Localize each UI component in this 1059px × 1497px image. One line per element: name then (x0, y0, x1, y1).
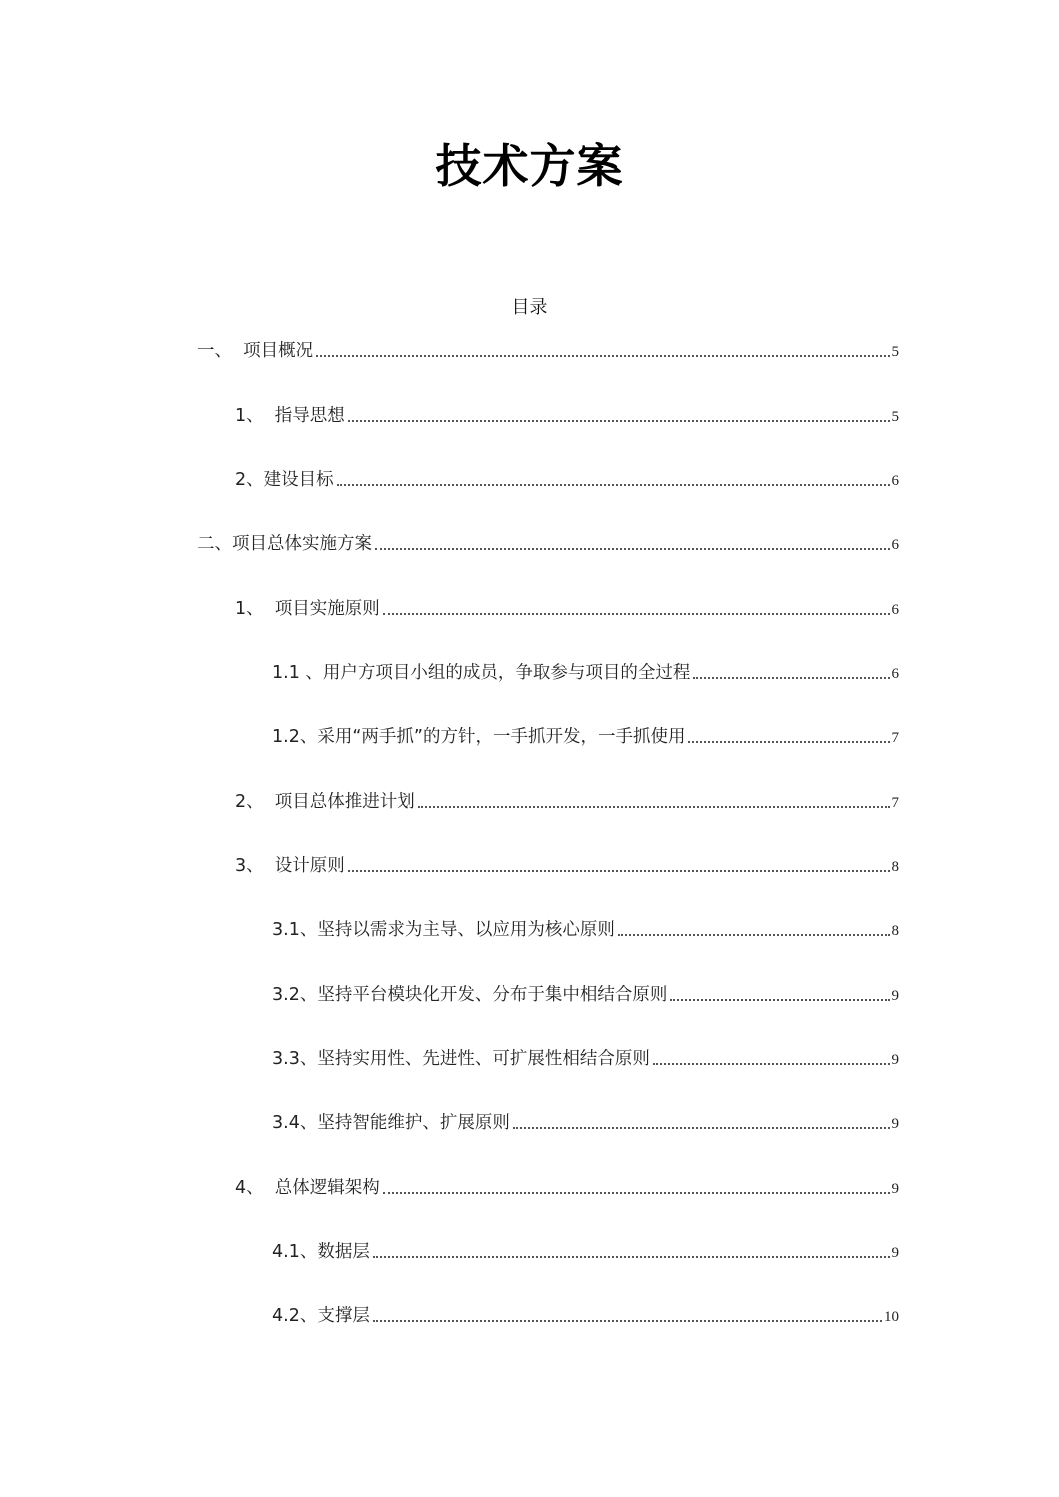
toc-entry[interactable] (272, 1043, 899, 1071)
toc-entry[interactable] (272, 979, 899, 1007)
toc-entry-label: 项目实施原则 (274, 599, 380, 619)
toc-leader-dots (653, 1063, 890, 1065)
toc-entry-page: 6 (891, 473, 899, 489)
toc-entry[interactable] (235, 464, 899, 492)
toc-entry-page: 9 (891, 1245, 899, 1261)
toc-entry-number: 二、 (197, 534, 232, 554)
toc-entry-page: 7 (891, 730, 899, 746)
toc-entry-number: 2、 (235, 470, 264, 490)
toc-entry-number: 4.1、 (272, 1242, 318, 1262)
toc-entry-number: 1、 (235, 406, 275, 426)
toc-entry-label: 设计原则 (274, 856, 345, 876)
toc-entry-number: 3.4、 (272, 1113, 318, 1133)
toc-entry-page: 9 (891, 1052, 899, 1068)
toc-entry[interactable] (272, 914, 899, 942)
toc-entry[interactable] (272, 657, 899, 685)
document-title: 技术方案 (435, 139, 624, 193)
toc-entry-page: 9 (891, 988, 899, 1004)
toc-entry-page: 9 (891, 1116, 899, 1132)
toc-entry[interactable] (235, 1172, 899, 1200)
toc-entry-page: 6 (891, 666, 899, 682)
toc-entry[interactable] (235, 593, 899, 621)
toc-entry[interactable] (235, 786, 899, 814)
toc-entry[interactable] (197, 335, 899, 363)
toc-entry-label: 数据层 (317, 1242, 370, 1262)
toc-leader-dots (348, 870, 890, 872)
toc-leader-dots (383, 1192, 890, 1194)
toc-entry[interactable] (235, 400, 899, 428)
toc-leader-dots (383, 613, 890, 615)
toc-entry-number: 1.2、 (272, 727, 318, 747)
toc-entry-label: 建设目标 (263, 470, 334, 490)
toc-leader-dots (688, 741, 889, 743)
toc-leader-dots (693, 677, 889, 679)
toc-entry-number: 3.2、 (272, 985, 318, 1005)
toc-entry[interactable] (272, 1107, 899, 1135)
toc-entry-number: 3.3、 (272, 1049, 318, 1069)
toc-entry-label: 采用“两手抓”的方针，一手抓开发，一手抓使用 (317, 727, 686, 747)
toc-entry-label: 坚持以需求为主导、以应用为核心原则 (317, 920, 615, 940)
toc-entry-label: 项目总体推进计划 (274, 792, 415, 812)
toc-entry-number: 4.2、 (272, 1306, 318, 1326)
toc-entry-label: 项目概况 (243, 341, 314, 361)
toc-leader-dots (337, 484, 890, 486)
toc-heading: 目录 (511, 297, 548, 318)
toc-leader-dots (513, 1127, 890, 1129)
toc-entry-number: 4、 (235, 1178, 275, 1198)
toc-leader-dots (618, 934, 890, 936)
toc-leader-dots (373, 1256, 890, 1258)
toc-entry-label: 坚持智能维护、扩展原则 (317, 1113, 510, 1133)
toc-entry[interactable] (272, 1236, 899, 1264)
toc-entry-label: 用户方项目小组的成员，争取参与项目的全过程 (322, 663, 691, 683)
toc-entry-page: 6 (891, 537, 899, 553)
toc-entry-number: 3.1、 (272, 920, 318, 940)
toc-entry-page: 8 (891, 859, 899, 875)
toc-entry-label: 坚持实用性、先进性、可扩展性相结合原则 (317, 1049, 650, 1069)
toc-entry-label: 指导思想 (274, 406, 345, 426)
toc-entry-page: 8 (891, 923, 899, 939)
toc-entry-label: 总体逻辑架构 (274, 1178, 380, 1198)
toc-entry-number: 3、 (235, 856, 275, 876)
toc-entry[interactable] (272, 1300, 899, 1328)
toc-entry-label: 支撑层 (317, 1306, 370, 1326)
toc-entry[interactable] (272, 721, 899, 749)
toc-entry[interactable] (235, 850, 899, 878)
toc-leader-dots (373, 1320, 882, 1322)
toc-entry[interactable] (197, 528, 899, 556)
toc-entry-page: 7 (891, 795, 899, 811)
toc-entry-number: 1.1 、 (272, 663, 323, 683)
toc-leader-dots (670, 999, 889, 1001)
toc-leader-dots (348, 420, 890, 422)
toc-entry-page: 6 (891, 602, 899, 618)
toc-entry-label: 项目总体实施方案 (232, 534, 372, 554)
toc-entry-number: 2、 (235, 792, 275, 812)
toc-entry-number: 1、 (235, 599, 275, 619)
toc-entry-number: 一、 (197, 341, 244, 361)
toc-entry-label: 坚持平台模块化开发、分布于集中相结合原则 (317, 985, 668, 1005)
toc-leader-dots (375, 548, 890, 550)
toc-entry-page: 5 (891, 344, 899, 360)
toc-leader-dots (316, 355, 889, 357)
toc-entry-page: 10 (884, 1309, 899, 1325)
toc-entry-page: 5 (891, 409, 899, 425)
toc-entry-page: 9 (891, 1181, 899, 1197)
toc-leader-dots (418, 806, 890, 808)
